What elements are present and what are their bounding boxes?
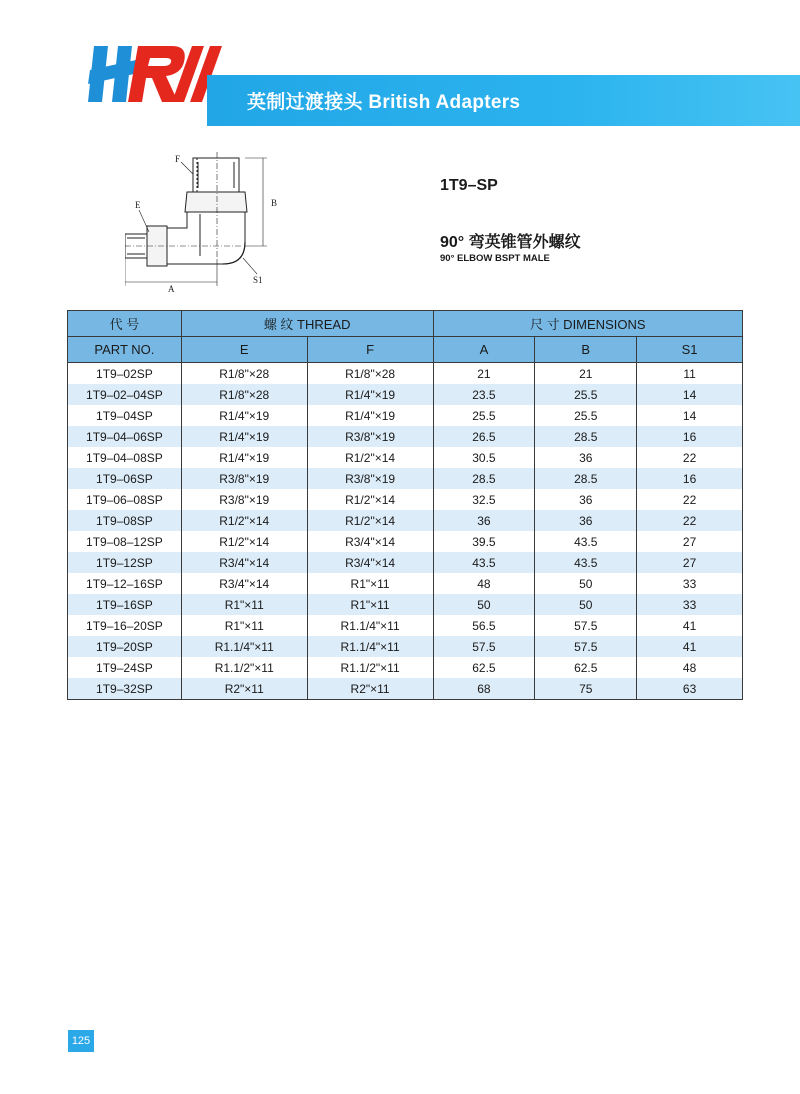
cell-e: R1/2"×14 [181, 510, 307, 531]
table-row [68, 657, 743, 678]
cell-f: R3/4"×14 [307, 552, 433, 573]
cell-s1: 63 [637, 678, 743, 700]
cell-a: 32.5 [433, 489, 535, 510]
header-part-no: PART NO. [68, 337, 182, 363]
product-name-cn: 90° 弯英锥管外螺纹 [440, 234, 581, 251]
header-code: 代 号 [68, 311, 182, 337]
cell-f: R1/2"×14 [307, 489, 433, 510]
cell-a: 56.5 [433, 615, 535, 636]
cell-a: 28.5 [433, 468, 535, 489]
cell-e: R3/8"×19 [181, 468, 307, 489]
cell-part-no: 1T9–12SP [68, 552, 182, 573]
cell-b: 43.5 [535, 531, 637, 552]
label-e: E [135, 200, 141, 210]
cell-s1: 22 [637, 510, 743, 531]
cell-f: R3/4"×14 [307, 531, 433, 552]
cell-b: 57.5 [535, 636, 637, 657]
cell-e: R1/4"×19 [181, 447, 307, 468]
header-b: B [535, 337, 637, 363]
cell-a: 62.5 [433, 657, 535, 678]
cell-b: 75 [535, 678, 637, 700]
cell-e: R1/8"×28 [181, 363, 307, 385]
cell-e: R1/8"×28 [181, 384, 307, 405]
table-row [68, 468, 743, 489]
cell-s1: 14 [637, 405, 743, 426]
cell-e: R3/8"×19 [181, 489, 307, 510]
cell-part-no: 1T9–12–16SP [68, 573, 182, 594]
cell-part-no: 1T9–32SP [68, 678, 182, 700]
cell-e: R1/2"×14 [181, 531, 307, 552]
table-row [68, 531, 743, 552]
cell-part-no: 1T9–16SP [68, 594, 182, 615]
cell-s1: 27 [637, 552, 743, 573]
cell-a: 48 [433, 573, 535, 594]
cell-b: 25.5 [535, 384, 637, 405]
cell-s1: 33 [637, 573, 743, 594]
cell-a: 30.5 [433, 447, 535, 468]
cell-a: 23.5 [433, 384, 535, 405]
cell-part-no: 1T9–24SP [68, 657, 182, 678]
cell-f: R3/8"×19 [307, 468, 433, 489]
section-title: 英制过渡接头 British Adapters [247, 92, 521, 113]
cell-e: R1.1/4"×11 [181, 636, 307, 657]
cell-b: 28.5 [535, 426, 637, 447]
cell-f: R1.1/4"×11 [307, 615, 433, 636]
cell-a: 68 [433, 678, 535, 700]
elbow-fitting-drawing [125, 148, 290, 293]
cell-b: 28.5 [535, 468, 637, 489]
table-row [68, 405, 743, 426]
page-number: 125 [68, 1030, 94, 1052]
cell-s1: 16 [637, 468, 743, 489]
cell-f: R1.1/2"×11 [307, 657, 433, 678]
table-row [68, 678, 743, 700]
cell-s1: 22 [637, 489, 743, 510]
table-row [68, 594, 743, 615]
cell-b: 50 [535, 573, 637, 594]
cell-s1: 16 [637, 426, 743, 447]
cell-f: R1/4"×19 [307, 405, 433, 426]
cell-part-no: 1T9–16–20SP [68, 615, 182, 636]
header-e: E [181, 337, 307, 363]
cell-s1: 11 [637, 363, 743, 385]
cell-e: R3/4"×14 [181, 552, 307, 573]
cell-f: R1.1/4"×11 [307, 636, 433, 657]
cell-part-no: 1T9–08SP [68, 510, 182, 531]
header-s1: S1 [637, 337, 743, 363]
table-row [68, 573, 743, 594]
label-s1: S1 [253, 275, 263, 285]
label-b: B [271, 198, 278, 208]
cell-b: 36 [535, 510, 637, 531]
cell-b: 57.5 [535, 615, 637, 636]
cell-part-no: 1T9–06–08SP [68, 489, 182, 510]
cell-s1: 22 [637, 447, 743, 468]
cell-f: R1/4"×19 [307, 384, 433, 405]
cell-a: 57.5 [433, 636, 535, 657]
cell-e: R1/4"×19 [181, 426, 307, 447]
cell-part-no: 1T9–20SP [68, 636, 182, 657]
cell-part-no: 1T9–02SP [68, 363, 182, 385]
header-thread: 螺 纹 THREAD [181, 311, 433, 337]
header-f: F [307, 337, 433, 363]
cell-a: 36 [433, 510, 535, 531]
cell-b: 50 [535, 594, 637, 615]
cell-part-no: 1T9–06SP [68, 468, 182, 489]
cell-f: R3/8"×19 [307, 426, 433, 447]
cell-f: R1/2"×14 [307, 447, 433, 468]
product-model: 1T9–SP [440, 177, 498, 194]
cell-part-no: 1T9–04–06SP [68, 426, 182, 447]
header-dimensions: 尺 寸 DIMENSIONS [433, 311, 743, 337]
cell-a: 21 [433, 363, 535, 385]
cell-a: 50 [433, 594, 535, 615]
header-a: A [433, 337, 535, 363]
cell-f: R1"×11 [307, 594, 433, 615]
cell-e: R1"×11 [181, 594, 307, 615]
cell-f: R1/8"×28 [307, 363, 433, 385]
cell-part-no: 1T9–04SP [68, 405, 182, 426]
cell-b: 36 [535, 447, 637, 468]
table-row [68, 489, 743, 510]
table-row [68, 363, 743, 385]
cell-f: R2"×11 [307, 678, 433, 700]
cell-b: 62.5 [535, 657, 637, 678]
cell-a: 25.5 [433, 405, 535, 426]
cell-f: R1/2"×14 [307, 510, 433, 531]
cell-s1: 48 [637, 657, 743, 678]
label-f: F [175, 154, 181, 164]
table-row [68, 447, 743, 468]
cell-f: R1"×11 [307, 573, 433, 594]
cell-e: R1.1/2"×11 [181, 657, 307, 678]
cell-s1: 14 [637, 384, 743, 405]
cell-e: R2"×11 [181, 678, 307, 700]
cell-b: 36 [535, 489, 637, 510]
page-header [0, 30, 800, 115]
cell-a: 43.5 [433, 552, 535, 573]
cell-s1: 41 [637, 615, 743, 636]
table-body [68, 363, 743, 700]
cell-part-no: 1T9–04–08SP [68, 447, 182, 468]
cell-b: 21 [535, 363, 637, 385]
table-row [68, 384, 743, 405]
cell-part-no: 1T9–02–04SP [68, 384, 182, 405]
cell-s1: 33 [637, 594, 743, 615]
table-header-row-1 [68, 311, 743, 337]
cell-a: 39.5 [433, 531, 535, 552]
spec-table [67, 310, 743, 700]
product-name-en: 90° ELBOW BSPT MALE [440, 253, 550, 264]
cell-part-no: 1T9–08–12SP [68, 531, 182, 552]
title-banner [207, 75, 800, 126]
cell-a: 26.5 [433, 426, 535, 447]
cell-e: R1/4"×19 [181, 405, 307, 426]
table-header-row-2 [68, 337, 743, 363]
cell-b: 43.5 [535, 552, 637, 573]
table-row [68, 552, 743, 573]
table-row [68, 615, 743, 636]
table-row [68, 636, 743, 657]
label-a: A [168, 284, 175, 293]
table-row [68, 426, 743, 447]
cell-b: 25.5 [535, 405, 637, 426]
cell-e: R3/4"×14 [181, 573, 307, 594]
cell-s1: 27 [637, 531, 743, 552]
table-row [68, 510, 743, 531]
cell-s1: 41 [637, 636, 743, 657]
cell-e: R1"×11 [181, 615, 307, 636]
